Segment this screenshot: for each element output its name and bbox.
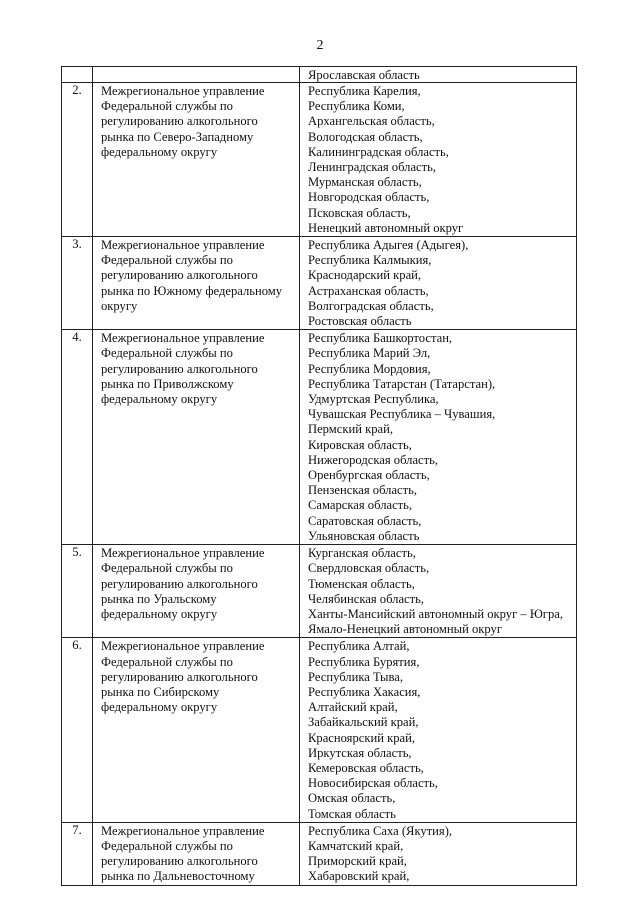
region-name: Ханты-Мансийский автономный округ – Югра, xyxy=(308,606,563,621)
organization-name-line: рынка по Северо-Западному xyxy=(101,129,254,144)
organization-name-line: Межрегиональное управление xyxy=(101,84,265,98)
region-name: Удмуртская Республика, xyxy=(308,392,439,407)
region-name: Ненецкий автономный округ xyxy=(308,220,464,235)
row-number: 4. xyxy=(62,330,93,545)
organization-name-line: федеральному округу xyxy=(101,392,218,407)
region-name: Ростовская область xyxy=(308,314,412,329)
region-name: Республика Татарстан (Татарстан), xyxy=(308,376,496,391)
region-name: Калининградская область, xyxy=(308,144,449,159)
row-number: 3. xyxy=(62,237,93,330)
region-name: Ямало-Ненецкий автономный округ xyxy=(308,622,502,637)
organization-name-line: Федеральной службы по xyxy=(101,253,233,268)
region-name: Ульяновская область xyxy=(308,528,420,543)
region-name: Архангельская область, xyxy=(308,114,435,129)
regions-cell xyxy=(300,638,577,822)
table-row xyxy=(62,83,577,237)
region-name: Республика Башкортостан, xyxy=(308,331,453,346)
organization-name-line: регулированию алкогольного xyxy=(101,361,258,376)
organization-name-line: регулированию алкогольного xyxy=(101,854,258,869)
organization-name-line: Межрегиональное управление xyxy=(101,823,265,838)
organization-name-line: регулированию алкогольного xyxy=(101,669,258,684)
row-number: 2. xyxy=(62,83,93,237)
organization-name-line: округу xyxy=(101,298,138,313)
region-name: Республика Алтай, xyxy=(308,639,410,654)
region-name: Республика Калмыкия, xyxy=(308,253,432,268)
region-name: Челябинская область, xyxy=(308,591,425,606)
region-name: Иркутская область, xyxy=(308,745,412,760)
region-name: Республика Карелия, xyxy=(308,84,421,98)
organization-name-line: Межрегиональное управление xyxy=(101,331,265,346)
organization-name-line: Межрегиональное управление xyxy=(101,238,265,253)
region-name: Кемеровская область, xyxy=(308,760,424,775)
regions-cell xyxy=(300,330,577,545)
row-number: 6. xyxy=(62,638,93,822)
organization-cell xyxy=(93,822,300,885)
table-row xyxy=(62,237,577,330)
region-name: Пензенская область, xyxy=(308,483,418,498)
organization-name-line: регулированию алкогольного xyxy=(101,268,258,283)
region-name: Республика Тыва, xyxy=(308,669,404,684)
organization-cell xyxy=(93,330,300,545)
table-row xyxy=(62,638,577,822)
row-number-cell xyxy=(62,67,93,83)
regions-cell xyxy=(300,67,577,83)
table-row-continuation xyxy=(62,67,577,83)
organization-name-line: регулированию алкогольного xyxy=(101,114,258,129)
organization-cell xyxy=(93,83,300,237)
table-body xyxy=(62,67,577,886)
region-name: Новгородская область, xyxy=(308,190,430,205)
regions-cell xyxy=(300,545,577,638)
region-name: Республика Саха (Якутия), xyxy=(308,823,453,838)
regions-cell xyxy=(300,83,577,237)
region-name: Республика Коми, xyxy=(308,99,405,114)
region-name: Ленинградская область, xyxy=(308,160,437,175)
region-name: Республика Бурятия, xyxy=(308,654,420,669)
region-name: Томская область xyxy=(308,806,396,821)
region-name: Республика Адыгея (Адыгея), xyxy=(308,238,469,253)
region-name: Мурманская область, xyxy=(308,175,422,190)
region-name: Нижегородская область, xyxy=(308,452,439,467)
region-name: Саратовская область, xyxy=(308,513,422,528)
region-name: Пермский край, xyxy=(308,422,393,437)
organization-name-line: федеральному округу xyxy=(101,700,218,715)
region-name: Волгоградская область, xyxy=(308,298,434,313)
region-name: Курганская область, xyxy=(308,546,416,561)
row-number: 7. xyxy=(62,822,93,885)
organization-name-line: Федеральной службы по xyxy=(101,346,233,361)
region-name: Вологодская область, xyxy=(308,129,423,144)
organization-cell xyxy=(93,638,300,822)
organization-name-line: Федеральной службы по xyxy=(101,561,233,576)
region-name: Камчатский край, xyxy=(308,838,404,853)
region-name: Оренбургская область, xyxy=(308,468,430,483)
region-name: Чувашская Республика – Чувашия, xyxy=(308,407,496,422)
organization-name-line: федеральному округу xyxy=(101,144,218,159)
region-name: Кировская область, xyxy=(308,437,412,452)
region-name: Хабаровский край, xyxy=(308,869,410,884)
region-name: Ярославская область xyxy=(308,68,420,82)
organization-name-line: рынка по Сибирскому xyxy=(101,684,220,699)
regions-cell xyxy=(300,237,577,330)
table-row xyxy=(62,545,577,638)
region-name: Республика Мордовия, xyxy=(308,361,431,376)
organization-name-line: Федеральной службы по xyxy=(101,838,233,853)
regions-table xyxy=(61,66,577,886)
table-row xyxy=(62,330,577,545)
organization-name-line: рынка по Приволжскому xyxy=(101,376,234,391)
organization-name-line: рынка по Дальневосточному xyxy=(101,869,255,884)
region-name: Псковская область, xyxy=(308,205,411,220)
region-name: Астраханская область, xyxy=(308,283,429,298)
region-name: Краснодарский край, xyxy=(308,268,422,283)
table-row xyxy=(62,822,577,885)
region-name: Республика Марий Эл, xyxy=(308,346,431,361)
region-name: Свердловская область, xyxy=(308,561,430,576)
page-number: 2 xyxy=(316,38,324,53)
organization-name-line: Межрегиональное управление xyxy=(101,546,265,561)
region-name: Алтайский край, xyxy=(308,700,398,715)
row-number: 5. xyxy=(62,545,93,638)
region-name: Республика Хакасия, xyxy=(308,684,421,699)
organization-name-line: Федеральной службы по xyxy=(101,654,233,669)
region-name: Приморский край, xyxy=(308,854,407,869)
organization-cell xyxy=(93,237,300,330)
region-name: Новосибирская область, xyxy=(308,776,438,791)
region-name: Забайкальский край, xyxy=(308,715,419,730)
regions-cell xyxy=(300,822,577,885)
organization-name-line: рынка по Уральскому xyxy=(101,591,217,606)
organization-cell xyxy=(93,545,300,638)
organization-name-line: федеральному округу xyxy=(101,606,218,621)
region-name: Тюменская область, xyxy=(308,576,415,591)
organization-name-line: Межрегиональное управление xyxy=(101,639,265,654)
organization-name-line: рынка по Южному федеральному xyxy=(101,283,283,298)
organization-cell xyxy=(93,67,300,83)
organization-name-line: Федеральной службы по xyxy=(101,99,233,114)
region-name: Самарская область, xyxy=(308,498,413,513)
region-name: Красноярский край, xyxy=(308,730,415,745)
organization-name-line: регулированию алкогольного xyxy=(101,576,258,591)
region-name: Омская область, xyxy=(308,791,396,806)
